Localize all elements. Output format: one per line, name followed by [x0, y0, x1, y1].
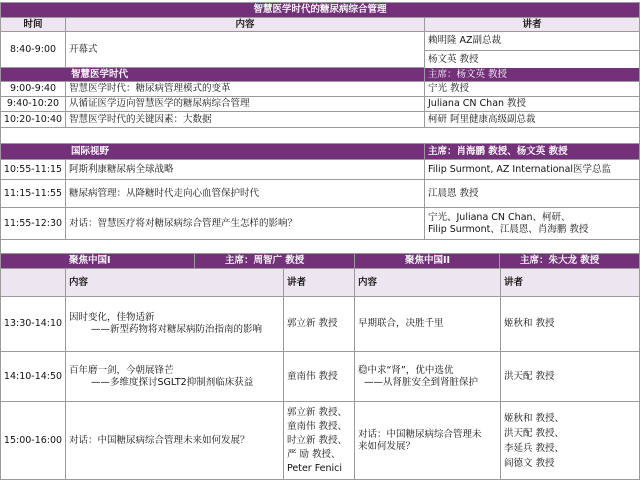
speaker-line: 洪天配 教授、	[504, 427, 565, 439]
session-speaker: 江晨恩 教授	[425, 180, 640, 208]
header-time: 时间	[0, 18, 66, 32]
section-title: 智慧医学时代	[0, 68, 425, 82]
table-row	[0, 112, 640, 128]
section-host: 主席：肖海鹏 教授、杨文英 教授	[425, 144, 640, 160]
session-content: 对话：智慧医疗将对糖尿病综合管理产生怎样的影响？	[66, 208, 425, 240]
content-line: 百年磨一剑，今朝展锋芒	[69, 364, 174, 376]
section-title: 聚焦中国I	[0, 254, 195, 269]
opening-speakers	[425, 32, 640, 68]
session-speaker: 宁光 教授	[425, 82, 640, 97]
opening-speaker: 赖明隆 AZ副总裁	[425, 32, 639, 51]
opening-content: 开幕式	[66, 32, 425, 68]
header-speaker: 讲者	[284, 269, 355, 297]
table-row	[0, 402, 640, 480]
session-time: 10:55-11:15	[0, 160, 66, 180]
speaker-line: 时立新 教授、	[287, 434, 348, 446]
opening-row	[0, 32, 640, 68]
spacer-row	[0, 240, 640, 254]
table-row	[0, 180, 640, 208]
session-time: 11:55-12:30	[0, 208, 66, 240]
session-content	[355, 352, 501, 402]
session-time: 9:40-10:20	[0, 97, 66, 112]
content-line: 对话：中国糖尿病综合管理未	[358, 428, 482, 440]
table-row	[0, 208, 640, 240]
speaker-line: 郭立新 教授、	[287, 406, 348, 418]
spacer-row	[0, 128, 640, 144]
table-header-row	[0, 18, 640, 32]
session-speaker: 柯研 阿里健康高级副总裁	[425, 112, 640, 128]
spacer	[0, 128, 640, 144]
header-content: 内容	[355, 269, 501, 297]
table-row	[0, 297, 640, 352]
table-header-row	[0, 269, 640, 297]
session-content: 智慧医学时代：糖尿病管理模式的变革	[66, 82, 425, 97]
header-speaker: 讲者	[425, 18, 640, 32]
content-line: 因时变化，佳物适新	[69, 312, 155, 323]
session-time: 11:15-11:55	[0, 180, 66, 208]
content-line: ——新型药物将对糖尿病防治指南的影响	[91, 324, 263, 335]
session-time: 9:00-9:40	[0, 82, 66, 97]
speaker-line: 严 励 教授、	[287, 448, 341, 460]
section-host: 主席：杨文英 教授	[425, 68, 640, 82]
speaker-line: Filip Surmont、江晨恩、肖海鹏 教授	[428, 223, 589, 235]
session-content	[66, 297, 284, 352]
speaker-line: 童南伟 教授、	[287, 420, 348, 432]
content-line: ——从肾脏安全到肾脏保护	[364, 376, 479, 388]
session-content: 阿斯利康糖尿病全球战略	[66, 160, 425, 180]
content-line: ——多维度探讨SGLT2抑制剂临床获益	[91, 376, 254, 388]
session-time: 15:00-16:00	[0, 402, 66, 480]
section-title: 国际视野	[0, 144, 425, 160]
section-host: 主席：朱大龙 教授	[500, 254, 640, 269]
session-content: 从循证医学迈向智慧医学的糖尿病综合管理	[66, 97, 425, 112]
spacer	[0, 240, 640, 254]
session-speaker: 洪天配 教授	[501, 352, 640, 402]
speaker-line: 阎德文 教授	[504, 457, 555, 469]
opening-speaker: 杨文英 教授	[425, 51, 639, 68]
table-row	[0, 352, 640, 402]
session-content	[355, 402, 501, 480]
session-speaker: Juliana CN Chan 教授	[425, 97, 640, 112]
table-row	[0, 97, 640, 112]
header-content: 内容	[66, 18, 425, 32]
session-speakers	[501, 402, 640, 480]
session-time: 10:20-10:40	[0, 112, 66, 128]
section-header-smart	[0, 68, 640, 82]
header-content: 内容	[66, 269, 284, 297]
section-host: 主席：周智广 教授	[195, 254, 355, 269]
content-line: 稳中求“肾”，优中选优	[358, 364, 454, 376]
content-line: 来如何发展？	[358, 440, 416, 452]
session-speaker: 童南伟 教授	[284, 352, 355, 402]
session-speakers	[284, 402, 355, 480]
table-row	[0, 82, 640, 97]
header-time-blank	[0, 269, 66, 297]
section-title: 聚焦中国II	[355, 254, 500, 269]
table-row	[0, 160, 640, 180]
header-speaker: 讲者	[501, 269, 640, 297]
speaker-line: 宁光、Juliana CN Chan、柯研、	[428, 211, 571, 223]
section-header-china	[0, 254, 640, 269]
opening-time: 8:40-9:00	[0, 32, 66, 68]
agenda-title: 智慧医学时代的糖尿病综合管理	[0, 2, 640, 18]
session-speakers	[425, 208, 640, 240]
session-speaker: 郭立新 教授	[284, 297, 355, 352]
speaker-line: 姬秋和 教授、	[504, 412, 565, 424]
session-content	[66, 352, 284, 402]
speaker-line: 李延兵 教授、	[504, 442, 565, 454]
session-content: 早期联合，决胜千里	[355, 297, 501, 352]
speaker-line: Peter Fenici	[287, 462, 343, 474]
session-content: 对话：中国糖尿病综合管理未来如何发展？	[66, 402, 284, 480]
session-content: 糖尿病管理：从降糖时代走向心血管保护时代	[66, 180, 425, 208]
session-speaker: 姬秋和 教授	[501, 297, 640, 352]
session-speaker: Filip Surmont, AZ International医学总监	[425, 160, 640, 180]
session-time: 14:10-14:50	[0, 352, 66, 402]
session-time: 13:30-14:10	[0, 297, 66, 352]
agenda-title-row	[0, 2, 640, 18]
session-content: 智慧医学时代的关键因素：大数据	[66, 112, 425, 128]
section-header-international	[0, 144, 640, 160]
